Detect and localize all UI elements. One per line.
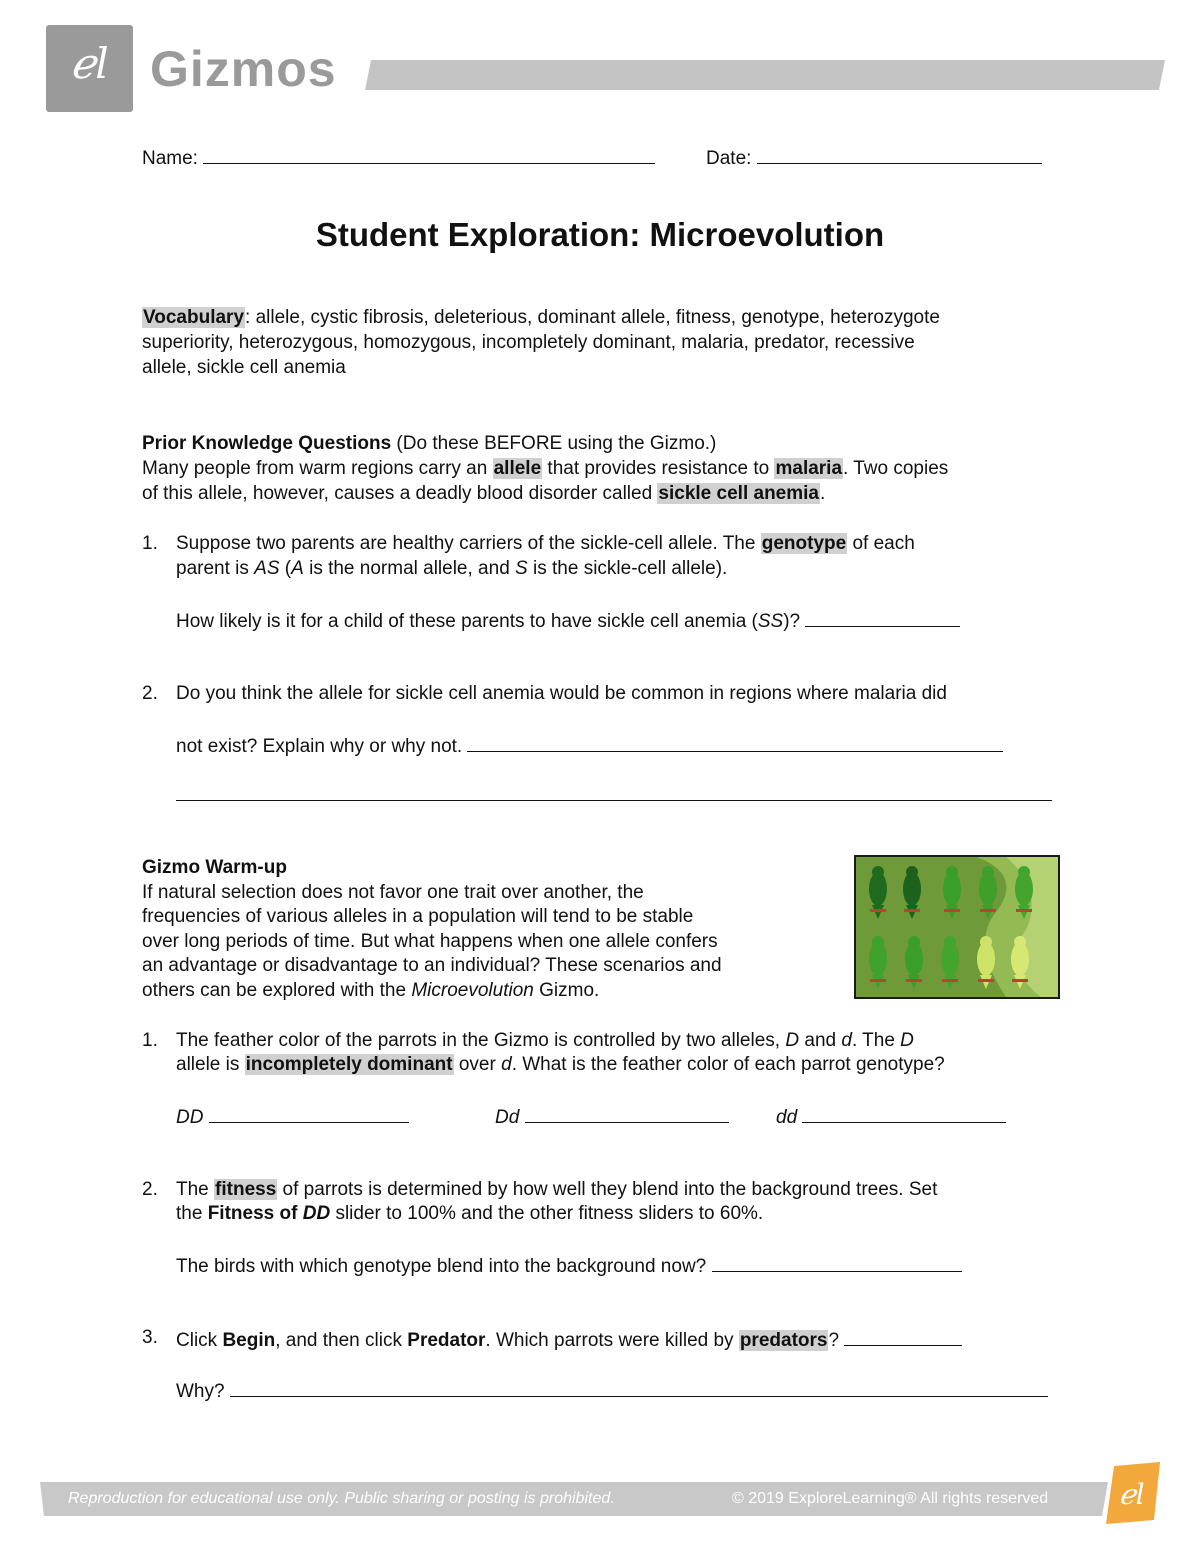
text: . Which parrots were killed by — [485, 1330, 739, 1351]
genotype-dd-label: dd — [776, 1107, 798, 1128]
prior-q2-answer-line-2[interactable] — [176, 800, 1052, 801]
warmup-q2-line-1 — [176, 1177, 937, 1202]
text: The feather color of the parrots in the Gizmo is controlled by two alleles, — [176, 1030, 786, 1051]
term-malaria: malaria — [775, 458, 843, 479]
genotype-DD-label: DD — [176, 1107, 204, 1128]
warmup-q2-number: 2. — [142, 1179, 158, 1200]
text: , and then click — [275, 1330, 408, 1351]
vocabulary-line-3: allele, sickle cell anemia — [142, 357, 346, 378]
genotype-SS: SS — [757, 611, 784, 632]
text: of each — [847, 533, 915, 554]
term-incompletely-dominant: incompletely dominant — [245, 1054, 453, 1075]
prior-heading-text: Prior Knowledge Questions — [142, 433, 392, 454]
text: ( — [279, 558, 292, 579]
text: and — [799, 1030, 842, 1051]
prior-q1-question — [176, 606, 960, 634]
explorelearning-logo-icon — [1106, 1462, 1162, 1524]
prior-q1-line-2 — [176, 556, 727, 581]
text: )? — [783, 611, 806, 632]
vocabulary-line-1 — [142, 305, 940, 330]
allele-S: S — [515, 558, 528, 579]
genotype-DD-blank[interactable] — [209, 1102, 409, 1123]
text: Suppose two parents are healthy carriers of the sickle-cell allele. The — [176, 533, 761, 554]
warmup-heading: Gizmo Warm-up — [142, 857, 287, 878]
name-blank[interactable] — [203, 143, 655, 164]
text: the — [176, 1203, 208, 1224]
warmup-para-1: If natural selection does not favor one trait over another, the — [142, 882, 644, 903]
text: The — [176, 1179, 215, 1200]
text: Many people from warm regions carry an — [142, 458, 493, 479]
warmup-para-5 — [142, 978, 599, 1003]
vocabulary-label: Vocabulary — [143, 307, 245, 328]
footer-notice: Reproduction for educational use only. Public sharing or posting is prohibited. — [68, 1490, 615, 1507]
allele-d: d — [841, 1030, 852, 1051]
term-allele: allele — [493, 458, 542, 479]
text: of this allele, however, causes a deadly blood disorder called — [142, 483, 658, 504]
text: parent is — [176, 558, 255, 579]
vocabulary-line-2: superiority, heterozygous, homozygous, incompletely dominant, malaria, predator, recessive — [142, 332, 915, 353]
term-genotype: genotype — [761, 533, 847, 554]
warmup-q3-number: 3. — [142, 1327, 158, 1348]
fitness-of-label: Fitness of — [207, 1203, 303, 1224]
allele-D: D — [785, 1030, 800, 1051]
warmup-para-2: frequencies of various alleles in a population will tend to be stable — [142, 906, 694, 927]
svg-text:ℯl: ℯl — [1119, 1478, 1145, 1511]
name-field — [142, 143, 655, 171]
prior-q1-number: 1. — [142, 533, 158, 554]
text: is the normal allele, and — [303, 558, 516, 579]
text: not exist? Explain why or why not. — [176, 736, 468, 757]
text: . — [819, 483, 826, 504]
gizmo-name: Microevolution — [411, 980, 534, 1001]
genotype-DD-field — [176, 1102, 409, 1130]
genotype-DD: DD — [302, 1203, 331, 1224]
warmup-q3-why-blank[interactable] — [230, 1376, 1048, 1397]
genotype-dd-field — [776, 1102, 1006, 1130]
warmup-q1-line-2 — [176, 1052, 945, 1077]
warmup-q2-answer-blank[interactable] — [712, 1251, 962, 1272]
prior-q1-line-1 — [176, 531, 915, 556]
term-fitness: fitness — [215, 1179, 277, 1200]
genotype-Dd-field — [495, 1102, 729, 1130]
text: The birds with which genotype blend into the background now? — [176, 1256, 712, 1277]
logo-glyph: ℯl — [70, 39, 109, 88]
predator-label: Predator — [407, 1330, 486, 1351]
text: slider to 100% and the other fitness sliders to 60%. — [330, 1203, 764, 1224]
prior-heading — [142, 431, 716, 456]
text: of parrots is determined by how well they blend into the background trees. Set — [277, 1179, 938, 1200]
allele-d: d — [501, 1054, 512, 1075]
text: . The — [851, 1030, 901, 1051]
text: Gizmo. — [533, 980, 600, 1001]
text: How likely is it for a child of these parents to have sickle cell anemia ( — [176, 611, 758, 632]
prior-q1-answer-blank[interactable] — [805, 606, 960, 627]
name-label: Name: — [142, 148, 198, 169]
brand-name: Gizmos — [150, 41, 337, 97]
warmup-q2-line-2 — [176, 1201, 763, 1226]
parrots-gizmo-image — [854, 855, 1060, 999]
warmup-q1-line-1 — [176, 1028, 914, 1053]
prior-q2-number: 2. — [142, 683, 158, 704]
text: over — [453, 1054, 502, 1075]
genotype-AS: AS — [254, 558, 280, 579]
allele-A: A — [291, 558, 304, 579]
prior-intro-1 — [142, 456, 948, 481]
genotype-Dd-label: Dd — [495, 1107, 520, 1128]
prior-q2-line-2 — [176, 731, 1003, 759]
warmup-para-4: an advantage or disadvantage to an individual? These scenarios and — [142, 955, 722, 976]
begin-label: Begin — [222, 1330, 276, 1351]
allele-D: D — [900, 1030, 914, 1051]
text: Click — [176, 1330, 223, 1351]
gizmos-logo — [46, 25, 133, 112]
text: allele is — [176, 1054, 245, 1075]
header-bar — [365, 60, 1165, 90]
warmup-q3-line-1 — [176, 1325, 962, 1353]
date-label: Date: — [706, 148, 752, 169]
warmup-para-3: over long periods of time. But what happens when one allele confers — [142, 931, 718, 952]
text: others can be explored with the — [142, 980, 412, 1001]
warmup-q2-question — [176, 1251, 962, 1279]
page-title: Student Exploration: Microevolution — [315, 216, 885, 253]
date-field — [706, 143, 1042, 171]
text: . What is the feather color of each parrot genotype? — [511, 1054, 945, 1075]
warmup-q3-answer-blank[interactable] — [844, 1325, 962, 1346]
warmup-q3-why — [176, 1376, 1048, 1404]
term-predators: predators — [739, 1330, 828, 1351]
text: . Two copies — [843, 458, 949, 479]
warmup-q1-number: 1. — [142, 1030, 158, 1051]
term-sickle-cell-anemia: sickle cell anemia — [658, 483, 819, 504]
prior-intro-2 — [142, 481, 825, 506]
prior-q2-line-1: Do you think the allele for sickle cell anemia would be common in regions where malaria did — [176, 683, 947, 704]
footer-copyright: © 2019 ExploreLearning® All rights reserved — [732, 1490, 1049, 1507]
text: Why? — [176, 1381, 230, 1402]
text: ? — [828, 1330, 845, 1351]
genotype-Dd-blank[interactable] — [525, 1102, 729, 1123]
text: is the sickle-cell allele). — [527, 558, 728, 579]
text: that provides resistance to — [542, 458, 775, 479]
genotype-dd-blank[interactable] — [802, 1102, 1006, 1123]
prior-heading-note: (Do these BEFORE using the Gizmo.) — [391, 433, 717, 454]
vocabulary-text-1: : allele, cystic fibrosis, deleterious, dominant allele, fitness, genotype, heterozygote — [245, 307, 940, 328]
prior-q2-answer-blank[interactable] — [467, 731, 1003, 752]
date-blank[interactable] — [757, 143, 1042, 164]
